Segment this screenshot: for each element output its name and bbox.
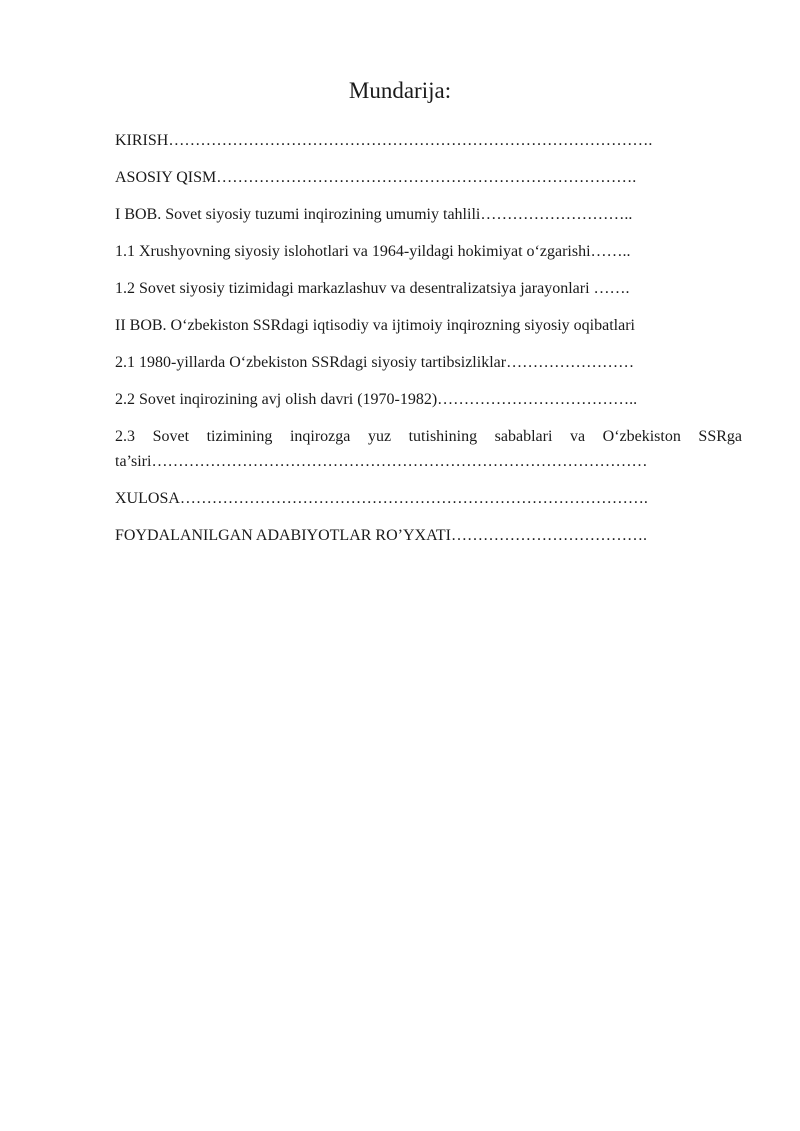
- page-title: Mundarija:: [348, 78, 452, 103]
- toc-entry-1-2: 1.2 Sovet siyosiy tizimidagi markazlashuv va desentralizatsiya jarayonlari …….: [115, 280, 630, 297]
- toc-entry-1-1: 1.1 Xrushyovning siyosiy islohotlari va 1964-yildagi hokimiyat o‘zgarishi……..: [115, 243, 631, 260]
- toc-entry-xulosa: XULOSA…………………………………………………………………………….: [115, 490, 648, 507]
- toc-entry-2-3: 2.3 Sovet tizimining inqirozga yuz tutishining sabablari va O‘zbekiston SSRga ta’siri…………………………………………………………………………………: [115, 428, 742, 470]
- toc-entry-asosiy-qism: ASOSIY QISM…………………………………………………………………….: [115, 169, 637, 186]
- toc-entry-bob-1: I BOB. Sovet siyosiy tuzumi inqirozining umumiy tahlili………………………..: [115, 206, 633, 223]
- toc-entry-2-2: 2.2 Sovet inqirozining avj olish davri (1970-1982)………………………………..: [115, 391, 638, 408]
- toc-entry-kirish: KIRISH……………………………………………………………………………….: [115, 132, 653, 149]
- toc-entry-2-1: 2.1 1980-yillarda O‘zbekiston SSRdagi siyosiy tartibsizliklar……………………: [115, 354, 635, 371]
- toc-entry-adabiyotlar: FOYDALANILGAN ADABIYOTLAR RO’YXATI……………………………….: [115, 527, 647, 544]
- table-of-contents: [115, 128, 742, 560]
- toc-entry-bob-2: II BOB. O‘zbekiston SSRdagi iqtisodiy va ijtimoiy inqirozning siyosiy oqibatlari: [115, 317, 635, 334]
